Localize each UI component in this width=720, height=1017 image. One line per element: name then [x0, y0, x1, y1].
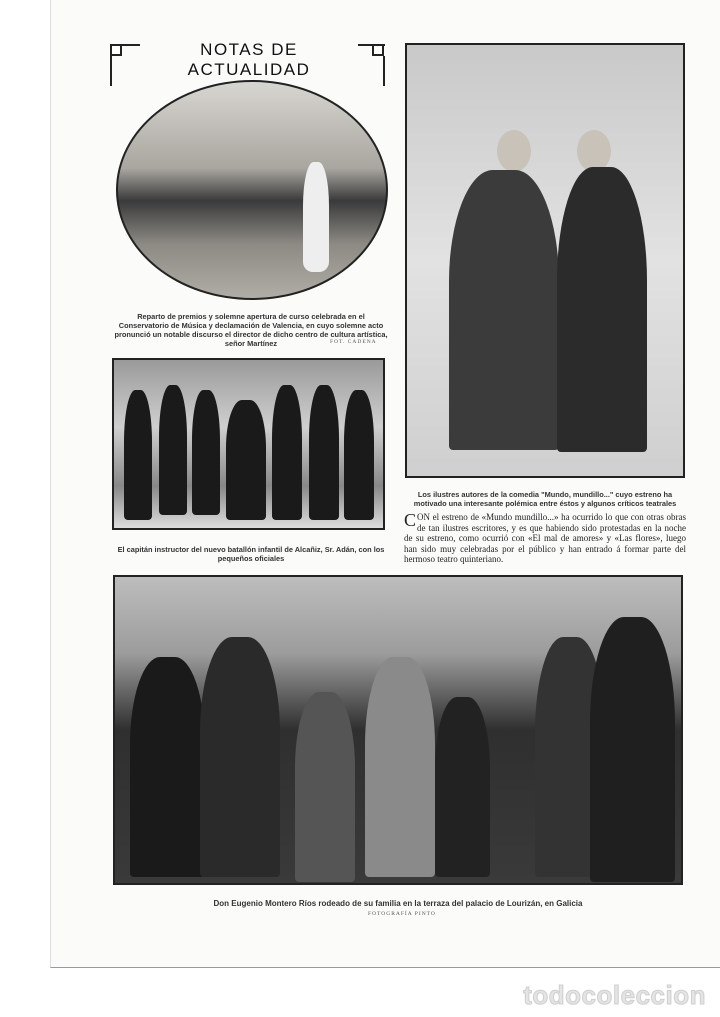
photo-credit: FOTOGRAFÍA PINTO	[368, 911, 436, 917]
photo-batallon	[112, 358, 385, 530]
page-title: NOTAS DE ACTUALIDAD	[140, 40, 358, 80]
caption-conservatorio: Reparto de premios y solemne apertura de curso celebrada en el Conservatorio de Música y declamación de Valencia, en cuyo solemne acto pronunció un notable discurso el director de dicho centro de cultura artística, señor Martínez	[114, 312, 388, 348]
caption-batallon: El capitán instructor del nuevo batallón infantil de Alcañiz, Sr. Adán, con los pequeños oficiales	[117, 545, 385, 563]
ornament-line	[383, 56, 385, 86]
man-figure	[449, 170, 559, 450]
ornament-corner-left	[110, 44, 122, 56]
caption-autores: Los ilustres autores de la comedia "Mundo, mundillo..." cuyo estreno ha motivado una interesante polémica entre éstos y algunos críticos teatrales	[413, 490, 677, 508]
woman-figure	[303, 162, 329, 272]
photo-autores	[405, 43, 685, 478]
ornament-corner-right	[372, 44, 384, 56]
photo-credit: FOT. CADENA	[330, 339, 377, 345]
watermark-logo: todocoleccion	[523, 980, 706, 1010]
article-text	[404, 512, 686, 565]
man-figure	[557, 167, 647, 452]
photo-familia	[113, 575, 683, 885]
ornament-line	[110, 56, 112, 86]
caption-familia: Don Eugenio Montero Ríos rodeado de su familia en la terraza del palacio de Lourizán, en Galicia	[213, 899, 583, 908]
photo-conservatorio	[116, 80, 388, 300]
article-body: ON el estreno de «Mundo mundillo...» ha ocurrido lo que con otras obras de tan ilustres escritores, y es que habiendo sido protestadas en la noche de su estreno, como ocurrió con «El mal de amores» y «Las flores», luego han sido muy celebradas por el público y han entrado á formar parte del hermoso teatro quinteriano.	[404, 512, 686, 564]
drop-cap: C	[404, 510, 417, 530]
